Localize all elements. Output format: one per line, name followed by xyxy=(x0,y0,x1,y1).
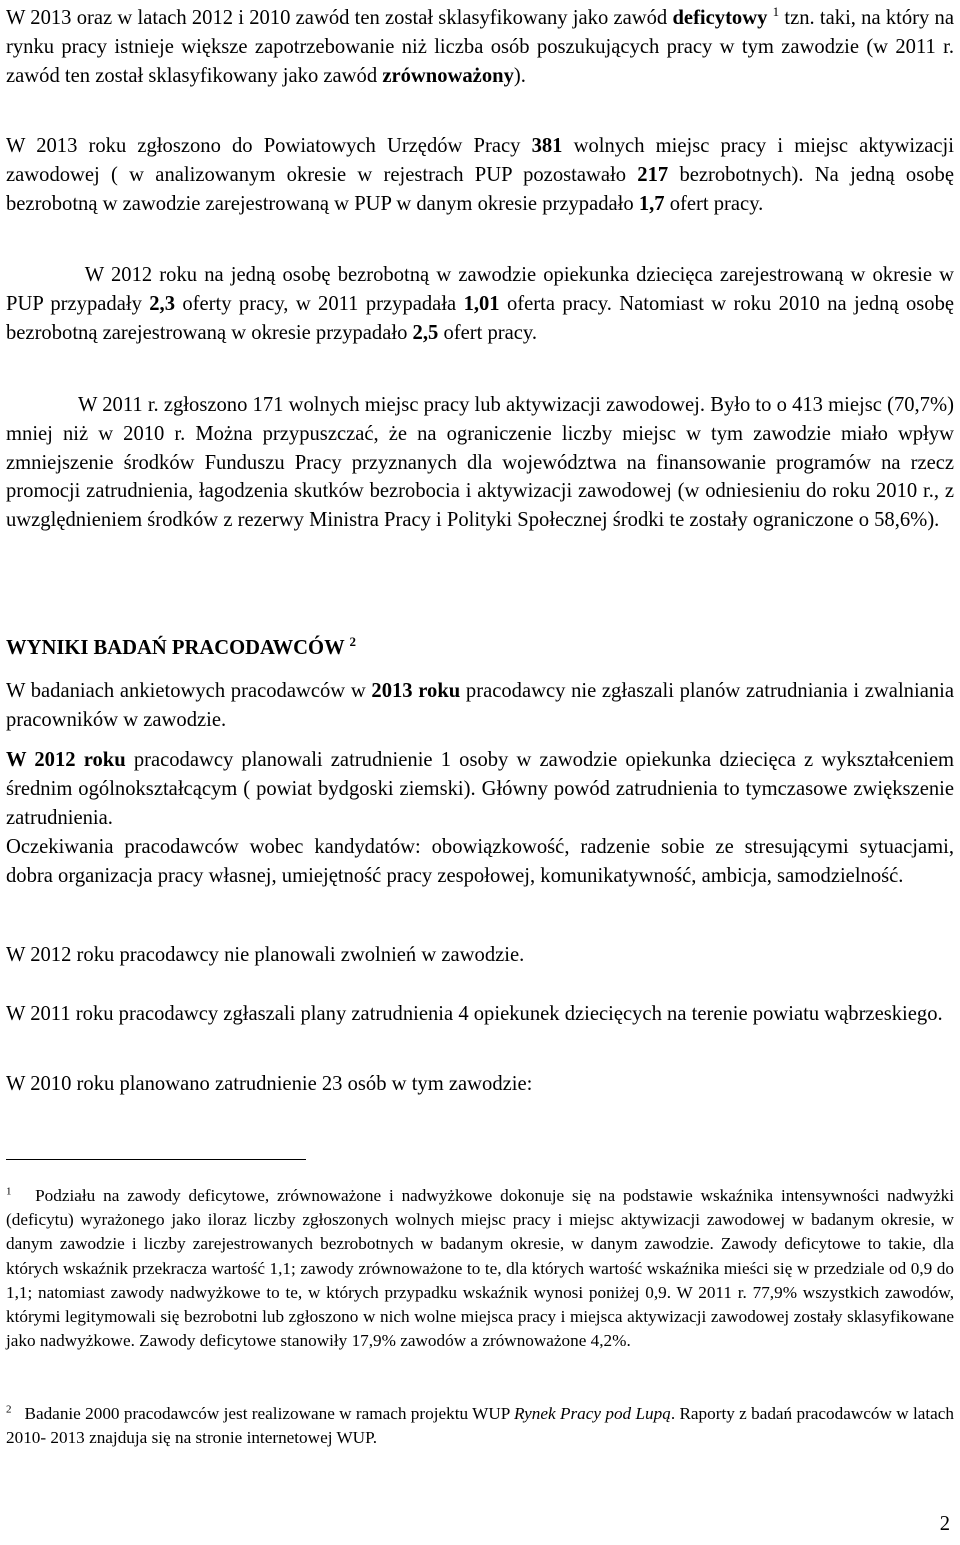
text-run: oferty pracy, w 2011 przypadała xyxy=(175,292,464,315)
section-heading xyxy=(6,634,954,663)
text-run: W 2013 oraz w latach 2012 i 2010 zawód ten został sklasyfikowany jako zawód xyxy=(6,7,673,29)
bold-year: W 2012 roku xyxy=(6,749,126,771)
paragraph-employer-expectations xyxy=(6,833,954,891)
paragraph-2013-offers xyxy=(6,132,954,218)
bold-term-zrownowazony: zrównoważony xyxy=(382,64,514,87)
text-run: ofert pracy. xyxy=(664,192,764,215)
project-name-italic: Rynek Pracy pod Lupą xyxy=(513,1404,671,1423)
footnote-text: . Raporty z badań pracodawców w latach 2010- 2013 znajduja się na stronie internetowej WUP. xyxy=(6,1404,955,1448)
footnote-1 xyxy=(6,1184,954,1353)
text-run: bezrobotnych). Na jedną osobę bezrobotną w zawodzie zarejestrowaną w PUP w danym okresie przypadało xyxy=(6,163,954,215)
paragraph-deficit-classification xyxy=(6,4,954,90)
bold-value: 217 xyxy=(637,163,669,186)
paragraph-2011-plans xyxy=(6,1000,954,1029)
footnote-2 xyxy=(6,1402,954,1450)
footnote-ref-1[interactable]: 1 xyxy=(772,4,780,20)
paragraph-2012-plans xyxy=(6,746,954,832)
footnote-ref-2[interactable]: 2 xyxy=(349,634,356,650)
paragraph-2010-plans xyxy=(6,1070,954,1099)
text-run: W badaniach ankietowych pracodawców w xyxy=(6,680,372,702)
text-run: W 2010 roku planowano zatrudnienie 23 osób w tym zawodzie: xyxy=(6,1073,533,1095)
bold-value: 1,01 xyxy=(463,292,500,315)
text-run: W 2012 roku pracodawcy nie planowali zwolnień w zawodzie. xyxy=(6,944,525,966)
text-run: pracodawcy nie zgłaszali planów zatrudniania i zwalniania pracowników w zawodzie. xyxy=(6,680,954,731)
text-run: tzn. taki, na który na rynku pracy istnieje większe zapotrzebowanie niż liczba osób poszukujących pracy w tym zawodzie (w 2011 r. zawód ten został sklasyfikowany jako zawód xyxy=(6,7,954,87)
text-run: W 2013 roku zgłoszono do Powiatowych Urzędów Pracy xyxy=(6,135,532,157)
text-run: ). xyxy=(513,64,526,87)
text-run: oferta pracy. Natomiast w roku 2010 na jedną osobę bezrobotną zarejestrowaną w okresie przypadało xyxy=(6,292,955,344)
text-run: wolnych miejsc pracy i miejsc aktywizacji zawodowej ( w analizowanym okresie w rejestrach PUP pozostawało xyxy=(6,135,954,186)
footnote-separator xyxy=(6,1159,306,1160)
paragraph-2012-no-dismissals xyxy=(6,941,954,970)
text-run: ofert pracy. xyxy=(438,321,538,344)
bold-value: 2,5 xyxy=(412,321,439,344)
paragraph-2013-survey xyxy=(6,677,954,735)
text-run: W 2012 roku na jedną osobę bezrobotną w zawodzie opiekunka dziecięca zarejestrowaną w okresie w PUP przypadały xyxy=(6,264,954,315)
bold-value: 381 xyxy=(531,135,563,157)
text-run: W 2011 r. zgłoszono 171 wolnych miejsc pracy lub aktywizacji zawodowej. Było to o 413 miejsc (70,7%) mniej niż w 2010 r. Można przypuszczać, że na ograniczenie liczby miejsc w tym zawodzie miało wpływ zmniejszenie środków Funduszu Pracy przyznanych dla województwa na finansowanie programów na rzecz promocji zatrudnienia, łagodzenia skutków bezrobocia i aktywizacji zawodowej (w odniesieniu do roku 2010 r., z uwzględnieniem środków z rezerwy Ministra Pracy i Polityki Społecznej środki te zostały ograniczone o 58,6%). xyxy=(6,394,954,532)
paragraph-2011-offers xyxy=(6,391,954,535)
bold-value: 1,7 xyxy=(638,192,665,215)
text-run: pracodawcy planowali zatrudnienie 1 osoby w zawodzie opiekunka dziecięca z wykształceniem średnim ogólnokształcącym ( powiat bydgoski ziemski). Główny powód zatrudnienia to tymczasowe zwiększenie zatrudnienia. xyxy=(6,749,954,829)
bold-value: 2,3 xyxy=(149,292,175,315)
bold-year: 2013 roku xyxy=(371,680,461,702)
bold-term-deficytowy: deficytowy xyxy=(672,7,768,29)
text-run: Oczekiwania pracodawców wobec kandydatów: obowiązkowość, radzenie sobie ze stresującymi sytuacjami, dobra organizacja pracy własnej, umiejętność pracy zespołowej, komunikatywność, ambicja, samodzielność. xyxy=(6,836,954,887)
footnote-text: Podziału na zawody deficytowe, zrównoważone i nadwyżkowe dokonuje się na podstawie wskaźnika intensywności nadwyżki (deficytu) wyrażonego jako iloraz liczby zgłoszonych wolnych miejsc pracy i miejsc aktywizacji zawodowej w badanym okresie, w danym zawodzie i liczby zarejestrowanych bezrobotnych w badanym okresie, w danym zawodzie. Zawody deficytowe to takie, dla których wskaźnik przekracza wartość 1,1; zawody zrównoważone to te, dla których wartość wskaźnika mieści się w przedziale od 0,9 do 1,1; natomiast zawody nadwyżkowe to te, w których przypadku wskaźnik wynosi poniżej 0,9. W 2011 r. 77,9% wszystkich zawodów, którymi legitymowali się bezrobotni lub zgłoszono w nich wolne miejsca pracy i miejsca aktywizacji zawodowej zostały sklasyfikowane jako nadwyżkowe. Zawody deficytowe stanowiły 17,9% zawodów a zrównoważone 4,2%. xyxy=(6,1186,955,1351)
heading-text: WYNIKI BADAŃ PRACODAWCÓW xyxy=(6,637,345,659)
footnote-number: 1 xyxy=(6,1185,12,1198)
footnote-text: Badanie 2000 pracodawców jest realizowane w ramach projektu WUP xyxy=(24,1404,514,1423)
page-number: 2 xyxy=(939,1513,950,1535)
paragraph-2012-2010-offers xyxy=(6,261,954,347)
text-run: W 2011 roku pracodawcy zgłaszali plany zatrudnienia 4 opiekunek dziecięcych na terenie powiatu wąbrzeskiego. xyxy=(6,1003,943,1025)
footnote-number: 2 xyxy=(6,1403,12,1416)
